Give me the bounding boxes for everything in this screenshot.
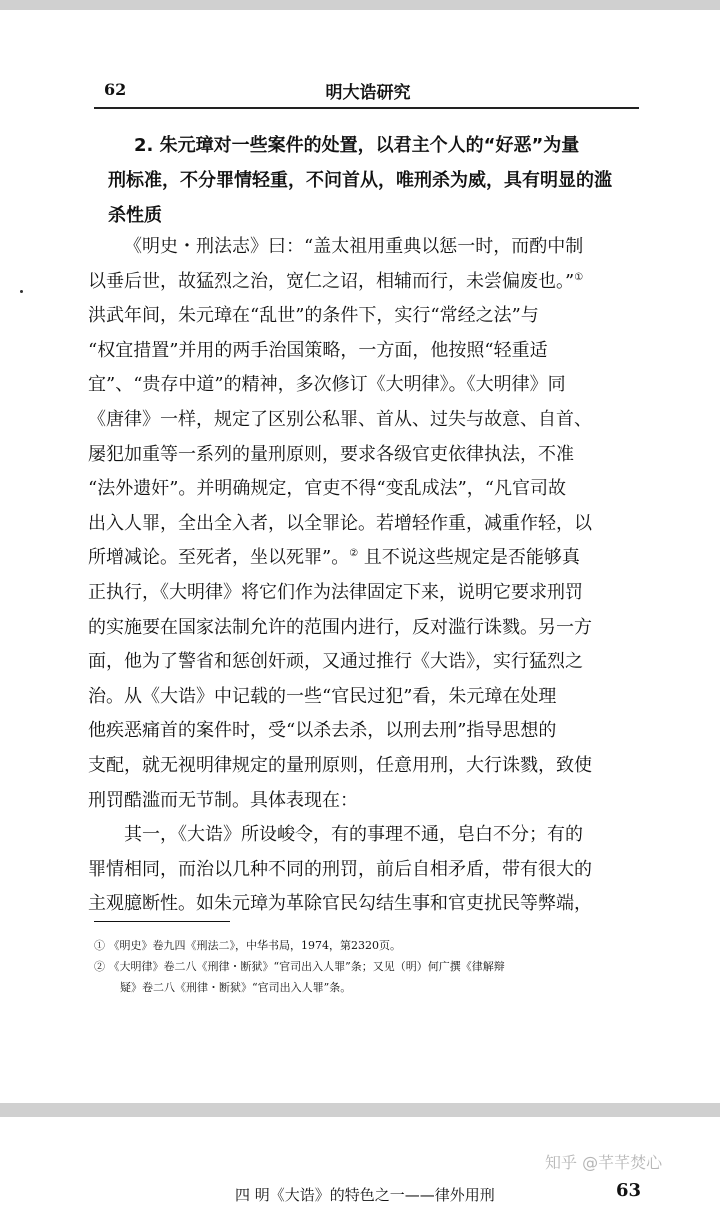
body-line: 主观臆断性。如朱元璋为革除官民勾结生事和官吏扰民等弊端， bbox=[88, 893, 592, 915]
footnote-1: ① 《明史》卷九四《刑法二》，中华书局，1974，第2320页。 bbox=[94, 939, 401, 952]
body-line: 洪武年间，朱元璋在“乱世”的条件下，实行“常经之法”与 bbox=[88, 305, 539, 327]
scan-speck bbox=[20, 290, 23, 293]
footnote-rule bbox=[94, 921, 230, 922]
footnote-2: ② 《大明律》卷二八《刑律・断狱》“官司出入人罪”条；又见（明）何广撰《律解辩 bbox=[94, 960, 505, 973]
body-line: “法外遗奸”。并明确规定，官吏不得“变乱成法”，“凡官司故 bbox=[88, 478, 567, 500]
body-line: 正执行，《大明律》将它们作为法律固定下来，说明它要求刑罚 bbox=[88, 581, 583, 603]
body-line: 罪情相同，而治以几种不同的刑罚，前后自相矛盾，带有很大的 bbox=[88, 858, 592, 880]
body-line: 治。从《大诰》中记载的一些“官民过犯”看，朱元璋在处理 bbox=[88, 685, 557, 707]
next-page-running-title: 四 明《大诰》的特色之一——律外用刑 bbox=[235, 1186, 495, 1204]
page-gap-band bbox=[0, 1103, 720, 1117]
section-heading bbox=[108, 128, 633, 233]
body-line: 《唐律》一样，规定了区别公私罪、首从、过失与故意、自首、 bbox=[88, 408, 592, 430]
page-number: 62 bbox=[104, 80, 127, 99]
watermark: 知乎 @芊芊焚心 bbox=[545, 1153, 663, 1172]
running-title: 明大诰研究 bbox=[325, 83, 411, 103]
heading-line: 2. 朱元璋对一些案件的处置，以君主个人的“好恶”为量 bbox=[134, 135, 580, 156]
heading-line: 杀性质 bbox=[108, 205, 162, 226]
next-page-number: 63 bbox=[616, 1180, 642, 1201]
body-text bbox=[88, 230, 638, 922]
heading-line: 刑标准，不分罪情轻重，不问首从，唯刑杀为威，具有明显的滥 bbox=[108, 170, 612, 191]
body-line: 《明史・刑法志》曰：“盖太祖用重典以惩一时，而酌中制 bbox=[124, 236, 584, 257]
footnote-ref-2[interactable]: ② bbox=[349, 548, 359, 560]
body-line: 他疾恶痛首的案件时，受“以杀去杀，以刑去刑”指导思想的 bbox=[88, 720, 557, 742]
footnote-ref-1[interactable]: ① bbox=[574, 271, 584, 283]
body-line: 以垂后世，故猛烈之治，宽仁之诏，相辅而行，未尝偏废也。”① bbox=[88, 270, 584, 292]
body-line: 刑罚酷滥而无节制。具体表现在： bbox=[88, 789, 358, 811]
body-line: 面，他为了警省和惩创奸顽，又通过推行《大诰》，实行猛烈之 bbox=[88, 651, 583, 673]
footnote-2-continuation: 疑》卷二八《刑律・断狱》“官司出入人罪”条。 bbox=[120, 981, 352, 994]
body-line: 其一，《大诰》所设峻令，有的事理不通，皂白不分；有的 bbox=[124, 824, 583, 846]
page-header bbox=[104, 76, 632, 106]
header-rule bbox=[94, 107, 639, 109]
body-line: 宜”、“贵存中道”的精神，多次修订《大明律》。《大明律》同 bbox=[88, 374, 566, 396]
footnotes bbox=[94, 935, 634, 998]
body-line: 支配，就无视明律规定的量刑原则，任意用刑，大行诛戮，致使 bbox=[88, 754, 592, 776]
body-line: 的实施要在国家法制允许的范围内进行，反对滥行诛戮。另一方 bbox=[88, 616, 592, 638]
body-line: 屡犯加重等一系列的量刑原则，要求各级官吏依律执法，不准 bbox=[88, 443, 574, 465]
body-line: 出入人罪，全出全入者，以全罪论。若增轻作重，减重作轻，以 bbox=[88, 512, 592, 534]
top-divider-band bbox=[0, 0, 720, 10]
body-line: “权宜措置”并用的两手治国策略，一方面，他按照“轻重适 bbox=[88, 339, 548, 361]
body-line: 所增减论。至死者，坐以死罪”。② 且不说这些规定是否能够真 bbox=[88, 547, 580, 569]
